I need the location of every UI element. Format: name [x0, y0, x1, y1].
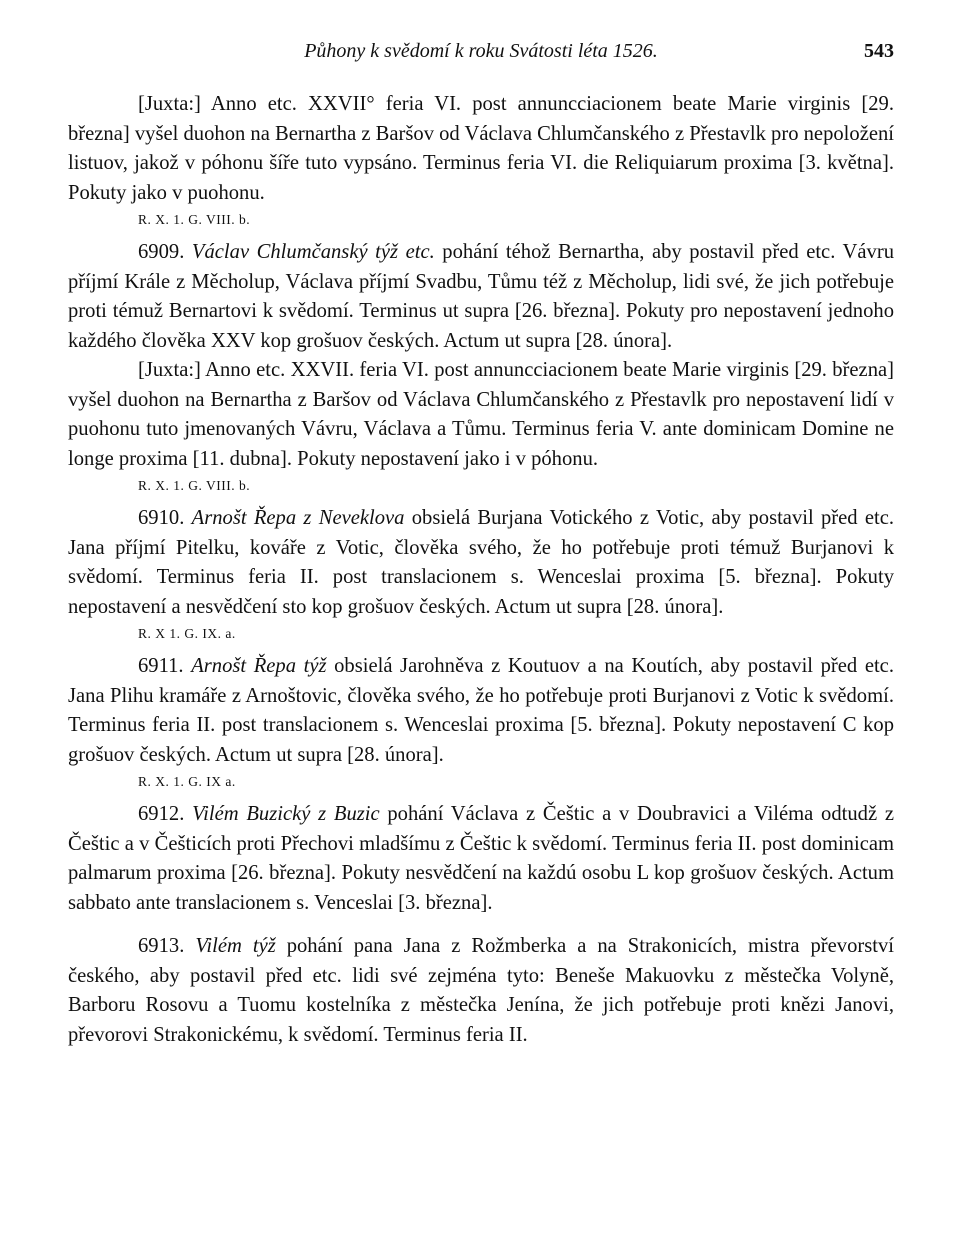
entry-number: 6912. — [138, 803, 185, 825]
archival-signature: R. X. 1. G. IX a. — [138, 774, 236, 789]
body-text — [68, 90, 894, 1050]
entry-6909 — [68, 238, 894, 356]
entry-text: pohání pana Jana z Rožmberka a na Strakonicích, mistra převorství českého, aby postavil před etc. lidi své zejména tyto: Beneše Makuovku z městečka Volyně, Barboru Rosovu a Tuomu kostelníka z městečka Jenína, že jich potřebuje proti knězi Janovi, převorovi Strakonickému, k svědomí. Terminus feria II. — [68, 935, 894, 1046]
spacer — [68, 918, 894, 932]
entry-6913 — [68, 932, 894, 1050]
paragraph — [68, 356, 894, 474]
entry-6910 — [68, 504, 894, 622]
entry-text: obsielá Burjana Votického z Votic, aby postavil před etc. Jana příjmí Pitelku, kováře z Votic, člověka svého, že ho potřebuje proti témuž Burjanovi k svědomí. Terminus feria II. post translacionem s. Wenceslai proxima [5. března]. Pokuty nepostavení a nesvědčení sto kop grošuov českých. Actum ut supra [28. února]. — [68, 507, 894, 618]
entry-6912 — [68, 800, 894, 918]
entry-number: 6913. — [138, 935, 185, 957]
entry-text: pohání Václava z Češtic a v Doubravici a Viléma odtudž z Češtic a v Češticích proti Přechovi mladšímu z Češtic k svědomí. Terminus feria II. post dominicam palmarum proxima [26. března]. Pokuty nesvědčení na každú osobu L kop grošuov českých. Actum sabbato ante translacionem s. Venceslai [3. března]. — [68, 803, 894, 914]
paragraph-text: [Juxta:] Anno etc. XXVII. feria VI. post annuncciacionem beate Marie virginis [29. března] vyšel duohon na Bernartha z Baršov od Václava Chlumčanského z Přestavlk pro nepostavení lidí v puohonu tuto jmenovaných Vávru, Václava a Tůmu. Terminus feria V. ante dominicam Domine ne longe proxima [11. dubna]. Pokuty nepostavení jako i v póhonu. — [68, 359, 894, 470]
entry-number: 6911. — [138, 655, 184, 677]
archival-signature: R. X. 1. G. VIII. b. — [138, 212, 251, 227]
entry-name: Vilém týž — [195, 935, 276, 957]
entry-name: Arnošt Řepa z Neveklova — [191, 507, 405, 529]
entry-text: pohání téhož Bernartha, aby postavil před etc. Vávru příjmí Krále z Měcholup, Václava příjmí Svadbu, Tůmu též z Měcholup, lidi své, že jich potřebuje proti témuž Bernartovi k svědomí. Terminus ut supra [26. března]. Pokuty pro nepostavení jednoho každého člověka XXV kop grošuov českých. Actum ut supra [28. února]. — [68, 241, 894, 352]
entry-name: Vilém Buzický z Buzic — [192, 803, 380, 825]
entry-number: 6909. — [138, 241, 185, 263]
entry-name: Arnošt Řepa týž — [191, 655, 327, 677]
paragraph — [68, 90, 894, 208]
entry-name: Václav Chlumčanský týž etc. — [191, 241, 435, 263]
archival-signature: R. X. 1. G. VIII. b. — [138, 478, 251, 493]
entry-number: 6910. — [138, 507, 185, 529]
page-header — [68, 40, 894, 68]
page-number: 543 — [864, 40, 894, 62]
entry-text: obsielá Jarohněva z Koutuov a na Koutích, aby postavil před etc. Jana Plihu kramáře z Arnoštovic, člověka svého, že ho potřebuje proti Burjanovi z Votic k svědomí. Terminus feria II. post translacionem s. Wenceslai proxima [5. března]. Pokuty nepostavení C kop grošuov českých. Actum ut supra [28. února]. — [68, 655, 894, 766]
running-title: Půhony k svědomí k roku Svátosti léta 1526. — [304, 40, 658, 62]
paragraph-text: [Juxta:] Anno etc. XXVII° feria VI. post annuncciacionem beate Marie virginis [29. března] vyšel duohon na Bernartha z Baršov od Václava Chlumčanského z Přestavlk pro nepoložení listuov, jakož v póhonu šíře tuto vypsáno. Terminus feria VI. die Reliquiarum proxima [3. května]. Pokuty jako v puohonu. — [68, 93, 894, 204]
archival-signature: R. X 1. G. IX. a. — [138, 626, 236, 641]
entry-6911 — [68, 652, 894, 770]
